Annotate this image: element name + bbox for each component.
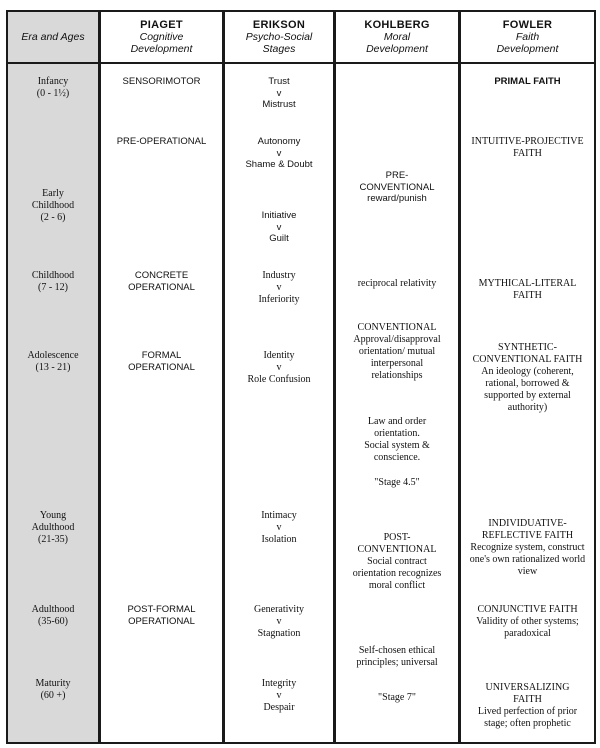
fowler-column xyxy=(459,10,596,744)
kohlberg-column xyxy=(334,10,460,744)
kohlberg-stage-4-5: "Stage 4.5" xyxy=(374,477,420,488)
piaget-column xyxy=(99,10,224,744)
era-maturity: Maturity (60 +) xyxy=(35,678,71,701)
erikson-column xyxy=(223,10,335,744)
era-adulthood: Adulthood (35-60) xyxy=(31,604,75,627)
era-young-adulthood: Young Adulthood (21-35) xyxy=(31,510,75,545)
fowler-header xyxy=(461,12,594,64)
era-column xyxy=(6,10,100,744)
erikson-autonomy-shame: Autonomy v Shame & Doubt xyxy=(245,136,313,170)
kohlberg-conventional: CONVENTIONAL Approval/disapproval orientation/ mutual interpersonal relationships xyxy=(353,322,441,381)
piaget-formal-operational: FORMAL OPERATIONAL xyxy=(128,350,195,373)
piaget-sensorimotor: SENSORIMOTOR xyxy=(122,76,201,87)
erikson-header xyxy=(225,12,333,64)
piaget-pre-operational: PRE-OPERATIONAL xyxy=(116,136,207,147)
fowler-intuitive-projective: INTUITIVE-PROJECTIVE FAITH xyxy=(471,136,584,159)
fowler-primal-faith: PRIMAL FAITH xyxy=(494,76,561,87)
piaget-post-formal-operational: POST-FORMAL OPERATIONAL xyxy=(127,604,196,627)
erikson-identity-confusion: Identity v Role Confusion xyxy=(247,350,311,385)
erikson-integrity-despair: Integrity v Despair xyxy=(261,678,297,713)
fowler-individuative-reflective: INDIVIDUATIVE- REFLECTIVE FAITH Recognize system, construct one's own rationalized world view xyxy=(469,518,586,577)
kohlberg-post-conventional: POST- CONVENTIONAL Social contract orientation recognizes moral conflict xyxy=(352,532,442,591)
erikson-trust-mistrust: Trust v Mistrust xyxy=(262,76,296,110)
era-adolescence: Adolescence (13 - 21) xyxy=(27,350,79,373)
erikson-header-name: ERIKSON xyxy=(252,19,306,31)
fowler-conjunctive-faith: CONJUNCTIVE FAITH Validity of other systems; paradoxical xyxy=(476,604,579,639)
erikson-industry-inferiority: Industry v Inferiority xyxy=(258,270,300,305)
fowler-universalizing-faith: UNIVERSALIZING FAITH Lived perfection of prior stage; often prophetic xyxy=(477,682,578,729)
kohlberg-header-name: KOHLBERG xyxy=(364,19,430,31)
fowler-header-sub: Faith Development xyxy=(496,31,559,55)
kohlberg-pre-conventional: PRE- CONVENTIONAL reward/punish xyxy=(359,170,435,204)
kohlberg-reciprocal-relativity: reciprocal relativity xyxy=(357,278,437,289)
piaget-header-name: PIAGET xyxy=(140,19,183,31)
piaget-concrete-operational: CONCRETE OPERATIONAL xyxy=(128,270,195,293)
kohlberg-header xyxy=(336,12,458,64)
piaget-header xyxy=(101,12,222,64)
kohlberg-stage-7: "Stage 7" xyxy=(378,692,416,703)
era-early-childhood: Early Childhood (2 - 6) xyxy=(31,188,75,223)
era-header-label: Era and Ages xyxy=(21,31,85,43)
era-childhood: Childhood (7 - 12) xyxy=(31,270,75,293)
fowler-header-name: FOWLER xyxy=(502,19,553,31)
erikson-intimacy-isolation: Intimacy v Isolation xyxy=(261,510,297,545)
fowler-synthetic-conventional: SYNTHETIC- CONVENTIONAL FAITH An ideology (coherent, rational, borrowed & supported by external authority) xyxy=(472,342,583,413)
piaget-header-sub: Cognitive Development xyxy=(130,31,193,55)
erikson-header-sub: Psycho-Social Stages xyxy=(245,31,313,55)
kohlberg-header-sub: Moral Development xyxy=(366,31,428,55)
erikson-initiative-guilt: Initiative v Guilt xyxy=(261,210,297,244)
era-header xyxy=(8,12,98,64)
erikson-generativity-stagnation: Generativity v Stagnation xyxy=(254,604,304,639)
era-infancy: Infancy (0 - 1½) xyxy=(36,76,70,99)
kohlberg-self-chosen-ethical: Self-chosen ethical principles; universal xyxy=(356,645,438,668)
kohlberg-law-and-order: Law and order orientation. Social system & conscience. xyxy=(364,416,430,463)
fowler-mythical-literal: MYTHICAL-LITERAL FAITH xyxy=(478,278,577,301)
